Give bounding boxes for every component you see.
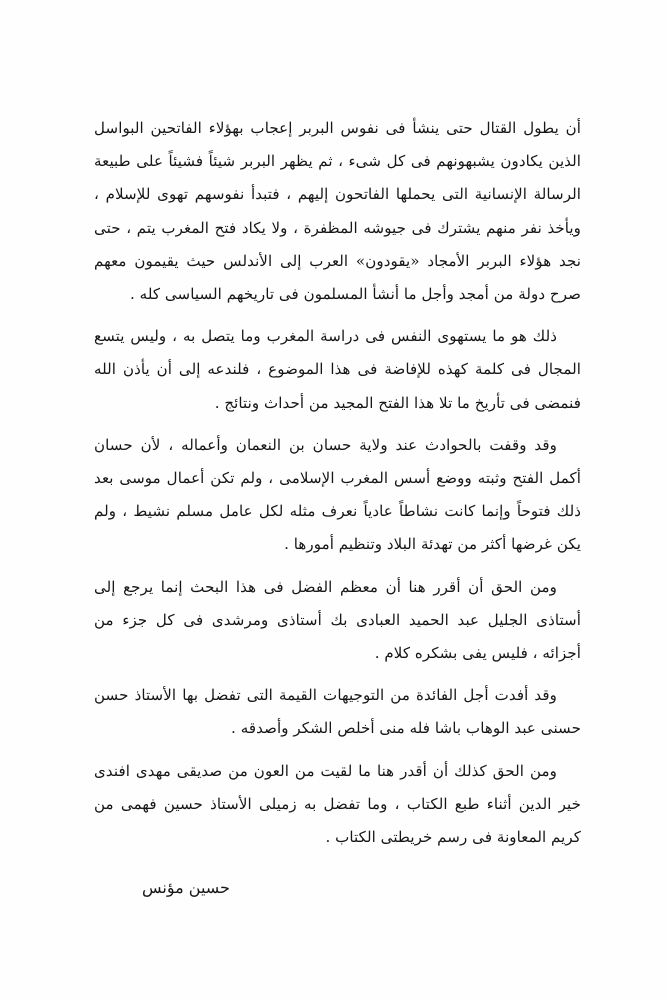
body-text	[94, 112, 581, 854]
paragraph-1: أن يطول القتال حتى ينشأ فى نفوس البربر إعجاب بهؤلاء الفاتحين البواسل الذين يكادون يشبهونهم فى كل شىء ، ثم يظهر البربر شيئاً فشيئاً على طبيعة الرسالة الإنسانية التى يحملها الفاتحون إليهم ، فتبدأ نفوسهم تهوى للإسلام ، ويأخذ نفر منهم يشترك فى جيوشه المظفرة ، ولا يكاد فتح المغرب يتم ، حتى نجد هؤلاء البربر الأمجاد «يقودون» العرب إلى الأندلس حيث يقيمون معهم صرح دولة من أمجد وأجل ما أنشأ المسلمون فى تاريخهم السياسى كله .	[94, 119, 581, 304]
paragraph-6: ومن الحق كذلك أن أقدر هنا ما لقيت من العون من صديقى مهدى افندى خير الدين أثناء طبع الكتاب ، وما تفضل به زميلى الأستاذ حسين فهمى من كريم المعاونة فى رسم خريطتى الكتاب .	[94, 761, 581, 847]
paragraph-4: ومن الحق أن أقرر هنا أن معظم الفضل فى هذا البحث إنما يرجع إلى أستاذى الجليل عبد الحميد العبادى بك أستاذى ومرشدى فى كل جزء من أجزائه ، فليس يفى بشكره كلام .	[94, 577, 581, 663]
paragraph-3: وقد وقفت بالحوادث عند ولاية حسان بن النعمان وأعماله ، لأن حسان أكمل الفتح وثبته ووضع أسس المغرب الإسلامى ، ولم تكن أعمال موسى بعد ذلك فتوحاً وإنما كانت نشاطاً عادياً نعرف مثله لكل عامل مسلم نشيط ، ولم يكن غرضها أكثر من تهدئة البلاد وتنظيم أمورها .	[94, 435, 581, 554]
paragraph-5: وقد أفدت أجل الفائدة من التوجيهات القيمة التى تفضل بها الأستاذ حسن حسنى عبد الوهاب باشا فله منى أخلص الشكر وأصدقه .	[94, 686, 581, 738]
paragraph-2: ذلك هو ما يستهوى النفس فى دراسة المغرب وما يتصل به ، وليس يتسع المجال فى كلمة كهذه للإفاضة فى هذا الموضوع ، فلندعه إلى أن يأذن الله فنمضى فى تأريخ ما تلا هذا الفتح المجيد من أحداث ونتائج .	[94, 327, 581, 412]
author-signature: حسين مؤنس	[142, 878, 230, 897]
